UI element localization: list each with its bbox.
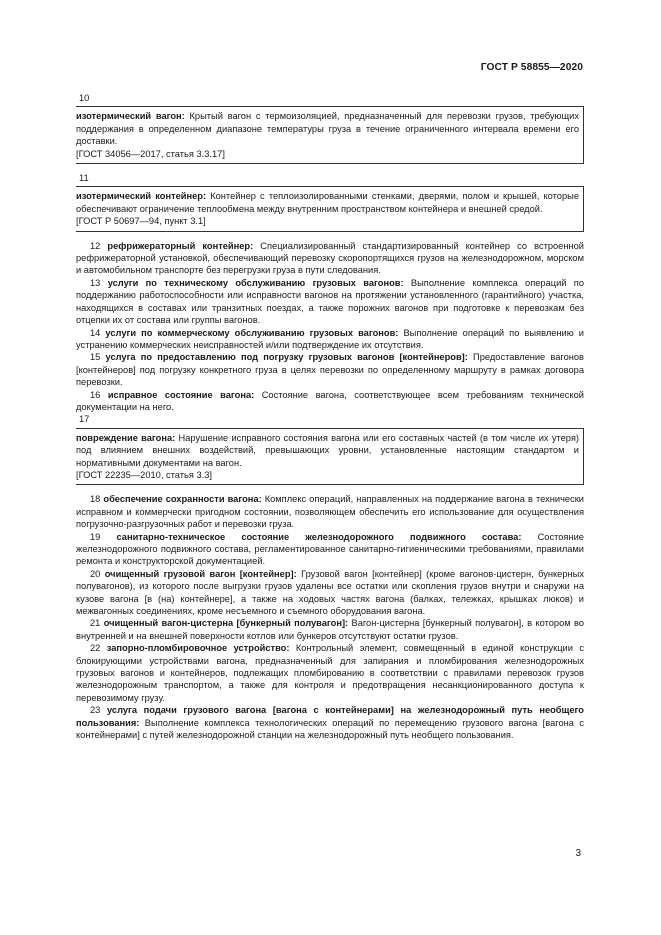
term-source-reference: [ГОСТ 34056—2017, статья 3.3.17] xyxy=(76,148,225,159)
term-number: 11 xyxy=(79,173,89,184)
term-definition: Нарушение исправного состояния вагона или его составных частей (в том числе их утеря) под влиянием внешних воздействий, превышающих уровни, установленные настоящим стандартом и нормативными документами на вагон. xyxy=(76,432,579,468)
term-number: 14 xyxy=(90,327,101,338)
term-definition: Вагон-цистерна [бункерный полувагон], в котором во внутренней и на внешней поверхности котлов или бункеров отсутствуют остатки грузов. xyxy=(76,618,584,641)
term-name: исправное состояние вагона: xyxy=(107,389,255,400)
term-name: повреждение вагона: xyxy=(76,432,176,443)
term-source-reference: [ГОСТ 22235—2010, статья 3.3] xyxy=(76,469,212,480)
term-definition: Контейнер с теплоизолированными стенками, дверями, полом и крышей, которые обеспечивают ограничение теплообмена между внутренним пространством контейнера и внешней средой. xyxy=(76,191,579,214)
quoted-term-box xyxy=(76,106,584,164)
page-number: 3 xyxy=(575,848,581,859)
term-number: 15 xyxy=(90,352,101,363)
quoted-term-box xyxy=(76,186,584,231)
term-number: 12 xyxy=(90,240,101,251)
term-entry xyxy=(76,389,584,414)
term-definition: Контрольный элемент, совмещенный в единой конструкции с блокирующими устройствами вагона, предназначенный для запирания и пломбирования железнодорожных грузовых вагонов и контейнеров, подлежащих пломбированию в соответствии с правилами перевозок грузов железнодорожным транспортом, а также для контроля и предотвращения несанкционированного доступа к перевозимому грузу. xyxy=(76,643,584,703)
term-definition: Грузовой вагон [контейнер] (кроме вагонов-цистерн, бункерных полувагонов), из которого после выгрузки грузов удалены все остатки или скопления грузов внутри и снаружи на кузове вагона [в (на) контейнере], а также на ходовых частях вагона (балках, тележках, крышках люков) и межвагонных соединениях, кроме несъемного и съемного оборудования вагона. xyxy=(76,568,584,617)
term-entry xyxy=(76,110,579,147)
term-entry xyxy=(76,531,584,568)
term-name: изотермический контейнер: xyxy=(76,191,207,202)
term-number: 16 xyxy=(90,389,101,400)
term-number: 21 xyxy=(90,618,101,629)
term-definition: Выполнение комплекса операций по поддержанию работоспособности или исправности вагонов на протяжении установленного (гарантийного) участка, находящихся в составах или транзитных поездах, а также порожних вагонов при подготовке к перевозкам без отцепки их от состава или группы вагонов. xyxy=(76,277,585,326)
term-entry xyxy=(76,327,584,352)
term-number: 20 xyxy=(90,568,101,579)
term-definition: Выполнение комплекса технологических операций по перемещению грузового вагона [вагона с контейнерами] с путей железнодорожной станции на железнодорожный путь необщего пользования. xyxy=(76,717,584,741)
term-source-reference: [ГОСТ Р 50697—94, пункт 3.1] xyxy=(76,216,206,227)
term-entry xyxy=(76,642,584,704)
term-entry xyxy=(76,277,584,327)
term-name: очищенный грузовой вагон [контейнер]: xyxy=(104,568,297,579)
term-entry xyxy=(76,190,579,215)
term-entry xyxy=(76,493,584,530)
quoted-term-box xyxy=(76,428,584,486)
document-code: ГОСТ Р 58855—2020 xyxy=(480,62,583,73)
term-name: рефрижераторный контейнер: xyxy=(107,240,254,251)
term-definition: Предоставление вагонов [контейнеров] под погрузку конкретного груза в целях перевозки по определенному маршруту в рамках договора перевозки. xyxy=(76,352,584,388)
term-number: 13 xyxy=(90,277,101,288)
terms-section xyxy=(76,92,584,742)
term-number: 19 xyxy=(90,531,101,542)
term-name: обеспечение сохранности вагона: xyxy=(103,494,262,505)
term-number: 22 xyxy=(90,643,101,654)
term-entry xyxy=(76,432,579,469)
term-number: 10 xyxy=(79,93,90,103)
term-definition: Специализированный стандартизированный контейнер со встроенной рефрижераторной установкой, обеспечивающий перевозку скоропортящихся грузов на железнодорожном, морском и автомобильном транспорте без перегрузки груза в пути следования. xyxy=(76,240,584,276)
term-name: услуга подачи грузового вагона [вагона с контейнерами] на железнодорожный путь необщего пользования: xyxy=(76,705,584,728)
term-name: изотермический вагон: xyxy=(76,111,185,122)
term-definition: Выполнение операций по выявлению и устранению коммерческих неисправностей и/или подтверждение их отсутствия. xyxy=(76,327,584,350)
term-definition: Комплекс операций, направленных на поддержание вагона в технически исправном и коммерчески пригодном состоянии, позволяющем обеспечить его использование для осуществления погрузочно-разгрузочных работ и перевозки груза. xyxy=(76,494,584,530)
term-name: услуга по предоставлению под погрузку грузовых вагонов [контейнеров]: xyxy=(105,352,468,363)
term-entry xyxy=(76,704,584,741)
term-name: услуги по коммерческому обслуживанию грузовых вагонов: xyxy=(105,327,399,338)
term-name: очищенный вагон-цистерна [бункерный полувагон]: xyxy=(103,618,349,629)
term-number: 23 xyxy=(90,705,101,716)
term-definition: Крытый вагон с термоизоляцией, предназначенный для перевозки грузов, требующих поддержания в определенном диапазоне температуры груза в течение ограниченного интервала времени его доставки. xyxy=(76,111,579,147)
term-name: санитарно-техническое состояние железнодорожного подвижного состава: xyxy=(116,531,522,542)
term-definition: Состояние вагона, соответствующее всем требованиям технической документации на него. xyxy=(76,389,584,412)
term-number: 17 xyxy=(79,414,90,425)
term-entry xyxy=(76,240,584,277)
term-number: 18 xyxy=(90,494,101,505)
term-definition: Состояние железнодорожного подвижного состава, регламентированное санитарно-гигиеническими требованиями, правилами ремонта и конструкторской документацией. xyxy=(76,531,584,567)
term-name: услуги по техническому обслуживанию грузовых вагонов: xyxy=(107,277,404,288)
term-entry xyxy=(76,617,584,642)
term-entry xyxy=(76,568,584,618)
term-name: запорно-пломбировочное устройство: xyxy=(106,643,290,654)
term-entry xyxy=(76,351,584,388)
